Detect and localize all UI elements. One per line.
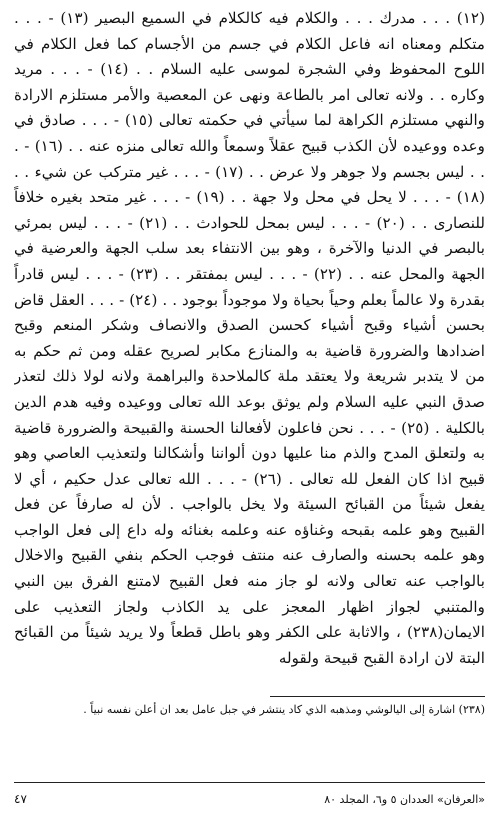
footer-rule — [14, 782, 485, 783]
page-number: ٤٧ — [14, 792, 27, 806]
body-paragraph: (١٢) . . . مدرك . . . والكلام فيه كالكلام في السميع البصير (١٣) - . . . متكلم ومعناه انه فاعل الكلام في جسم من الأجسام كما فعل الكلام في اللوح المحفوظ وفي الشجرة لموسى عليه السلام . . (١٤) - . . . مريد وكاره . . ولانه تعالى امر بالطاعة ونهى عن المعصية والأمر مستلزم الارادة والنهي مستلزم الكراهة لما سيأتي في حكمته تعالى (١٥) - . . . صادق في وعده ووعيده لأن الكذب قبيح عقلاً وسمعاً والله تعالى منزه عنه . . (١٦) - . . . ليس بجسم ولا جوهر ولا عرض . . (١٧) - . . . غير متركب عن شيء . . (١٨) - . . . لا يحل في محل ولا جهة . . (١٩) - . . . غير متحد بغيره خلافاً للنصارى . . (٢٠) - . . . ليس بمحل للحوادث . . (٢١) - . . . ليس بمرئي بالبصر في الدنيا والآخرة ، وهو بين الانتفاء بعد سلب الجهة والعرضية في الجهة والمحل عنه . . (٢٢) - . . . ليس بمفتقر . . (٢٣) - . . . ليس قادراً بقدرة ولا عالماً بعلم وحياً بحياة ولا موجوداً بوجود . . (٢٤) - . . . العقل قاض بحسن أشياء وقبح أشياء كحسن الصدق والانصاف وشكر المنعم وقبح اضدادها والضرورة قاضية به والمنازع مكابر لصريح عقله ومن ثم حكم به من لا يتدبر شريعة ولا يعتقد ملة كالملاحدة والبراهمة ولانه لولا ذلك لتعذر صدق النبي عليه السلام ولم يوثق بوعد الله تعالى ووعيده وفيه هدم الدين بالكلية . (٢٥) - . . . نحن فاعلون لأفعالنا الحسنة والقبيحة والضرورة قاضية به ولتعلق المدح والذم منا عليها دون ألواننا وأشكالنا ولتعذيب العاصي وهو قبيح اذا كان الفعل لله تعالى . (٢٦) - . . . الله تعالى عدل حكيم ، أي لا يفعل شيئاً من القبائح السيئة ولا يخل بالواجب . لأن له صارفاً عن فعل القبيح وهو علمه بقبحه وغناؤه عنه وعلمه بغنائه وله داع إلى فعل الواجب وهو علمه بحسنه والصارف عنه منتف فوجب الحكم بنفي القبيح والاخلال بالواجب عنه تعالى ولانه لو جاز منه فعل القبيح لامتنع الفرق بين النبي والمتنبي لجواز اظهار المعجز على يد الكاذب ولجاز التعذيب على الايمان(٢٣٨) ، والاثابة على الكفر وهو باطل قطعاً ولا يريد شيئاً من القبائح البتة لان ارادة القبح قبيحة ولقوله — [14, 9, 485, 667]
footnote-separator — [270, 696, 485, 697]
page-footer — [14, 788, 485, 810]
footnote: (٢٣٨) اشارة إلى اليالوشي ومذهبه الذي كاد ينتشر في جبل عامل بعد ان أعلن نفسه نبياً . — [83, 703, 485, 716]
journal-citation: «العرفان» العددان ٥ و٦، المجلد ٨٠ — [324, 792, 485, 806]
body-text — [14, 6, 485, 682]
